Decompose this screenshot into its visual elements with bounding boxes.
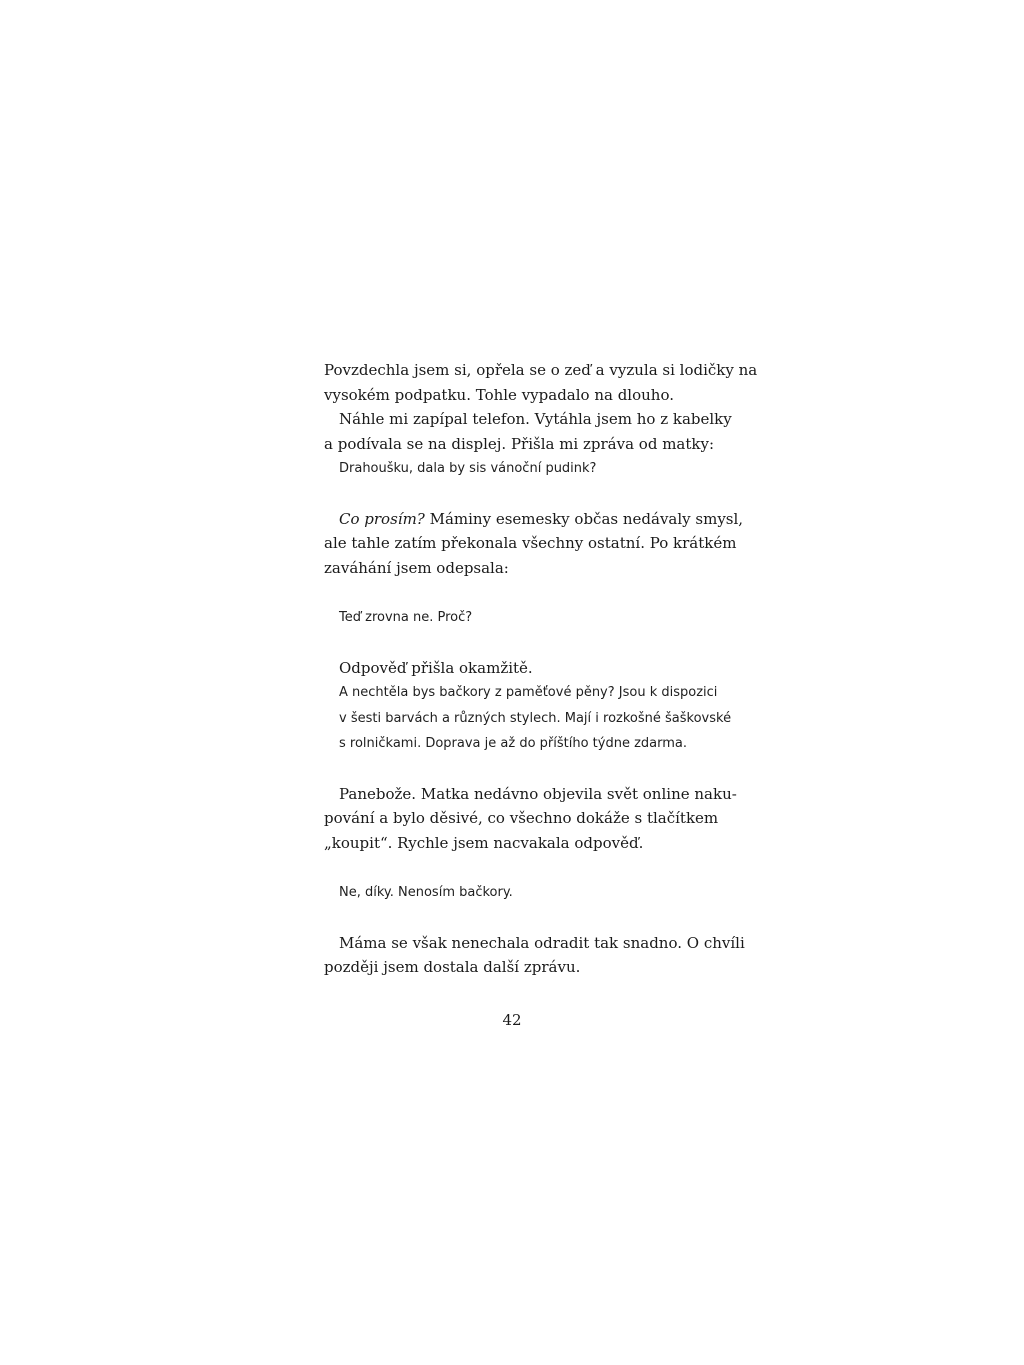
paragraph-3-line-2: ale tahle zatím překonala všechny ostatní. Po krátkém [324,534,737,552]
paragraph-5-line-2: pování a bylo děsivé, co všechno dokáže s tlačítkem [324,809,719,827]
paragraph-1 [324,358,758,407]
spacer [324,631,702,656]
paragraph-4: Odpověď přišla okamžitě. [339,658,533,677]
paragraph-6-line-2: později jsem dostala další zprávu. [324,958,581,976]
paragraph-3-line-1-rest: Máminy esemesky občas nedávaly smysl, [424,509,744,528]
text-message-3-line-1: A nechtěla bys bačkory z paměťové pěny? Jsou k dispozici [339,685,718,700]
paragraph-3-line-3: zaváhání jsem odepsala: [324,558,509,577]
spacer [324,580,702,605]
text-message-3-line-3: s rolničkami. Doprava je až do příštího týdne zdarma. [339,736,688,751]
paragraph-3 [324,507,744,581]
paragraph-2-line-1: Náhle mi zapípal telefon. Vytáhla jsem ho z kabelky [339,410,732,428]
italic-lead: Co prosím? [339,509,425,528]
text-message-2: Teď zrovna ne. Proč? [339,610,473,625]
page-number: 42 [502,1011,522,1029]
text-message-4: Ne, díky. Nenosím bačkory. [339,885,513,900]
paragraph-6-line-1: Máma se však nenechala odradit tak snadno. O chvíli [339,933,745,952]
body-text [324,358,758,980]
paragraph-5-line-1: Panebože. Matka nedávno objevila svět online naku- [339,784,737,803]
paragraph-1-line-2: vysokém podpatku. Tohle vypadalo na dlouho. [324,385,674,404]
spacer [324,482,702,507]
text-message-3-line-2: v šesti barvách a různých stylech. Mají i rozkošné šaškovské [339,710,732,726]
paragraph-5 [324,782,737,856]
text-message-1: Drahoušku, dala by sis vánoční pudink? [339,461,597,476]
paragraph-6 [324,931,745,980]
paragraph-3-line-1 [324,507,744,532]
spacer [324,906,702,931]
paragraph-5-line-3: „koupit“. Rychle jsem nacvakala odpověď. [324,833,644,852]
spacer [324,757,702,782]
text-message-3 [324,680,732,757]
spacer [324,855,702,880]
paragraph-2 [324,407,732,456]
paragraph-1-line-1: Povzdechla jsem si, opřela se o zeď a vyzula si lodičky na [324,361,758,379]
paragraph-2-line-2: a podívala se na displej. Přišla mi zpráva od matky: [324,434,715,453]
